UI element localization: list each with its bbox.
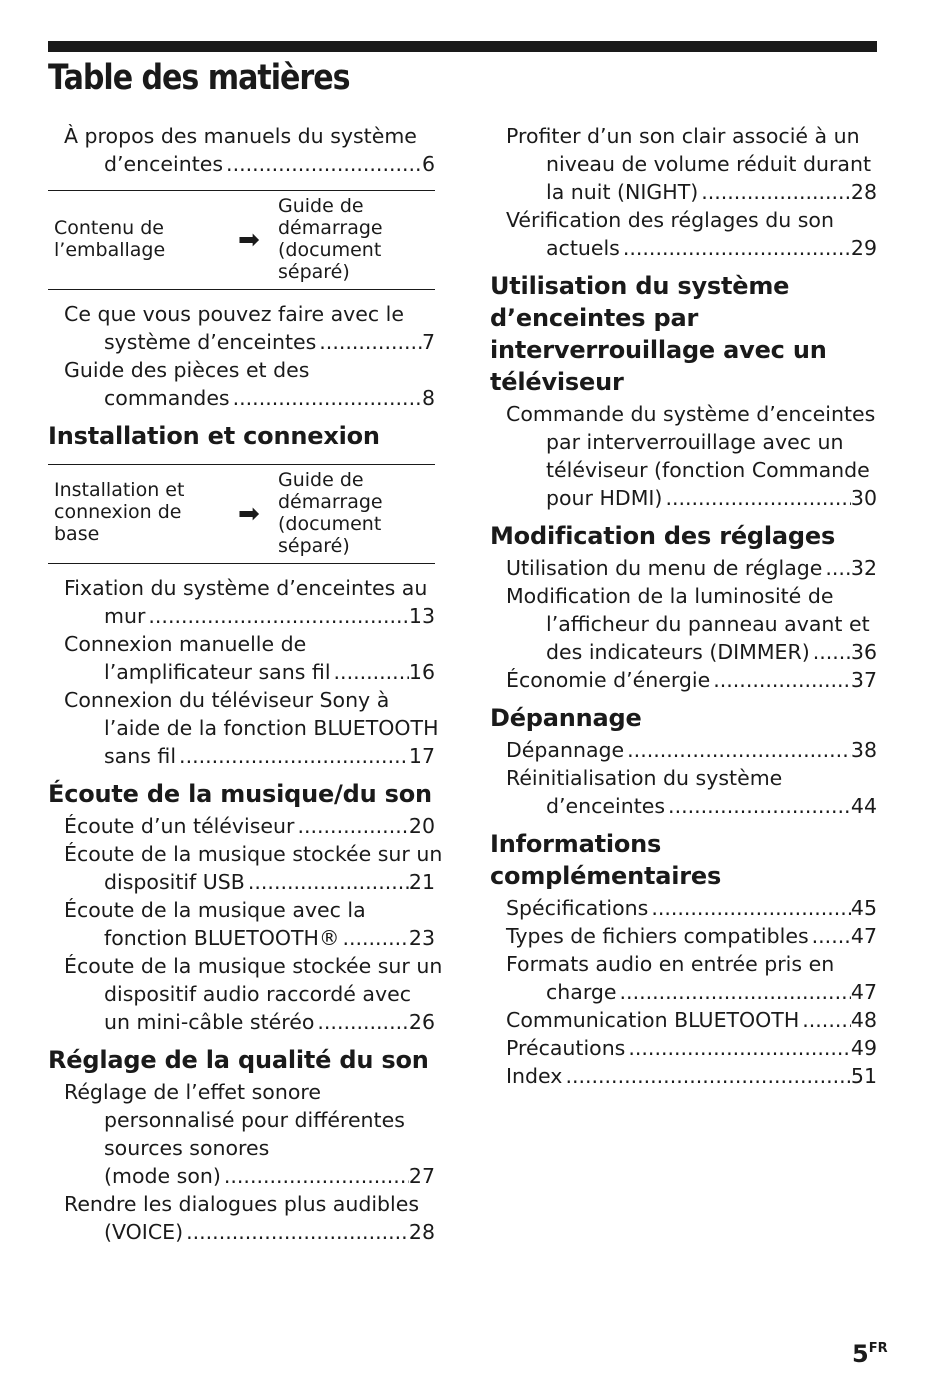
toc-page-number: 28 [408, 1220, 435, 1244]
dot-leader [339, 924, 408, 952]
toc-entry [506, 400, 877, 512]
toc-entry-text: Écoute de la musique stockée sur un [64, 954, 443, 978]
toc-entry-last-line [64, 1218, 435, 1246]
toc-entry-last-line [506, 1062, 877, 1090]
toc-entry-text: Fixation du système d’enceintes au [64, 576, 428, 600]
toc-entry [506, 206, 877, 262]
page-number: $5^{FR}$ [852, 1340, 888, 1368]
section-heading-music: Écoute de la musique/du son [48, 780, 432, 808]
toc-entry-last-line [506, 484, 877, 512]
reference-box-label-line: Installation et [54, 479, 185, 501]
reference-box-target-line: séparé) [278, 535, 350, 557]
toc-entry [64, 574, 435, 630]
toc-entry-text: Formats audio en entrée pris en [506, 952, 835, 976]
toc-entry [64, 952, 443, 1036]
page-language-suffix: FR [868, 1341, 888, 1356]
toc-entry [506, 122, 877, 206]
section-heading-line: complémentaires [490, 862, 722, 890]
toc-entry-text: niveau de volume réduit durant [546, 152, 871, 176]
toc-entry [64, 1190, 435, 1246]
dot-leader [245, 868, 409, 896]
toc-entry-text: un mini-câble stéréo [104, 1010, 315, 1034]
toc-entry-last-line [64, 924, 435, 952]
toc-entry-text: Connexion manuelle de [64, 632, 307, 656]
toc-entry-text: Rendre les dialogues plus audibles [64, 1192, 420, 1216]
toc-entry [64, 300, 435, 356]
toc-page-number: 44 [850, 794, 877, 818]
toc-page-number: 6 [421, 152, 435, 176]
toc-entry-last-line [506, 1034, 877, 1062]
reference-box-target-line: (document [278, 239, 382, 261]
toc-page-number: 48 [850, 1008, 877, 1032]
toc-entry-text: fonction BLUETOOTH® [104, 926, 340, 950]
toc-page-number: 29 [850, 236, 877, 260]
toc-entry-text: des indicateurs (DIMMER) [546, 640, 810, 664]
toc-page-number: 45 [850, 896, 877, 920]
toc-page-number: 13 [408, 604, 435, 628]
toc-entry-text: par interverrouillage avec un [546, 430, 844, 454]
dot-leader [624, 736, 851, 764]
toc-entry [506, 1062, 877, 1090]
dot-leader [562, 1062, 850, 1090]
toc-entry-text: l’aide de la fonction BLUETOOTH [104, 716, 439, 740]
reference-box-label-line: l’emballage [54, 239, 166, 261]
toc-page-number: 23 [408, 926, 435, 950]
toc-entry-last-line [64, 384, 435, 412]
toc-entry-text: téléviseur (fonction Commande [546, 458, 870, 482]
toc-page-number: 26 [408, 1010, 435, 1034]
toc-entry-text: système d’enceintes [104, 330, 317, 354]
toc-entry-text: Dépannage [506, 738, 625, 762]
toc-entry-last-line [506, 554, 877, 582]
toc-entry-text: (VOICE) [104, 1220, 184, 1244]
dot-leader [648, 894, 851, 922]
section-heading-additional-info [490, 828, 877, 892]
toc-page-number: 28 [850, 180, 877, 204]
toc-page-number: 49 [850, 1036, 877, 1060]
toc-entry [506, 950, 877, 1006]
toc-entry-last-line [64, 742, 435, 770]
dot-leader [617, 978, 851, 1006]
toc-entry [64, 840, 443, 896]
toc-group [490, 894, 877, 1090]
toc-page-number: 8 [421, 386, 435, 410]
section-heading-line: d’enceintes par [490, 304, 699, 332]
toc-entry [64, 630, 435, 686]
toc-entry [506, 764, 877, 820]
toc-entry-last-line [506, 666, 877, 694]
toc-entry [506, 1034, 877, 1062]
toc-entry-text: Vérification des réglages du son [506, 208, 834, 232]
toc-entry-text: Types de fichiers compatibles [506, 924, 809, 948]
toc-entry-text: Écoute de la musique stockée sur un [64, 842, 443, 866]
dot-leader [810, 638, 851, 666]
toc-entry-text: l’amplificateur sans fil [104, 660, 331, 684]
toc-entry-last-line [506, 234, 877, 262]
toc-entry-last-line [506, 792, 877, 820]
reference-box-target-line: séparé) [278, 261, 350, 283]
toc-entry-text: Réinitialisation du système [506, 766, 783, 790]
section-heading-line: Utilisation du système [490, 272, 790, 300]
section-heading-line: Informations [490, 830, 662, 858]
toc-entry-text: Connexion du téléviseur Sony à [64, 688, 390, 712]
section-heading-installation: Installation et connexion [48, 422, 380, 450]
toc-entry-text: Index [506, 1064, 563, 1088]
toc-entry-text: sans fil [104, 744, 177, 768]
dot-leader [662, 484, 850, 512]
reference-box-target-line: Guide de [278, 195, 364, 217]
toc-page-number: 30 [850, 486, 877, 510]
toc-entry-text: Guide des pièces et des [64, 358, 310, 382]
toc-entry-text: la nuit (NIGHT) [546, 180, 699, 204]
toc-entry-last-line [64, 658, 435, 686]
toc-entry-text: dispositif USB [104, 870, 245, 894]
toc-entry-last-line [506, 978, 877, 1006]
toc-entry-text: Profiter d’un son clair associé à un [506, 124, 860, 148]
toc-entry-text: Communication BLUETOOTH [506, 1008, 800, 1032]
toc-entry [506, 582, 877, 666]
toc-entry-last-line [64, 602, 435, 630]
toc-page-number: 47 [850, 924, 877, 948]
toc-entry-text: À propos des manuels du système [64, 124, 417, 148]
reference-box-label-line: Contenu de [54, 217, 164, 239]
toc-page-number: 20 [408, 814, 435, 838]
toc-entry-text: Précautions [506, 1036, 626, 1060]
section-heading-tv-interlock [490, 270, 877, 398]
section-heading-line: téléviseur [490, 368, 624, 396]
toc-entry-last-line [506, 1006, 877, 1034]
toc-entry-text: l’afficheur du panneau avant et [546, 612, 870, 636]
toc-page-number: 47 [850, 980, 877, 1004]
right-arrow-icon: ➡ [238, 225, 260, 255]
reference-box [48, 464, 435, 564]
dot-leader [698, 178, 851, 206]
reference-box-label [54, 479, 184, 545]
toc-entry-last-line [506, 922, 877, 950]
toc-entry [506, 922, 877, 950]
toc-entry [64, 356, 435, 412]
dot-leader [316, 328, 422, 356]
dot-leader [625, 1034, 851, 1062]
dot-leader [809, 922, 851, 950]
toc-group [48, 300, 435, 412]
toc-entry-last-line [64, 868, 435, 896]
toc-entry-last-line [64, 1008, 435, 1036]
toc-page-number: 37 [850, 668, 877, 692]
dot-leader [230, 384, 422, 412]
toc-group [48, 122, 435, 178]
toc-entry [64, 1078, 435, 1190]
toc-entry [64, 812, 435, 840]
right-column [490, 122, 877, 1090]
dot-leader [822, 554, 851, 582]
reference-box [48, 190, 435, 290]
dot-leader [223, 150, 422, 178]
toc-page-number: 36 [850, 640, 877, 664]
toc-entry-last-line [506, 638, 877, 666]
toc-entry-text: Modification de la luminosité de [506, 584, 834, 608]
toc-entry [64, 686, 439, 770]
top-rule [48, 41, 877, 52]
toc-entry-text: commandes [104, 386, 230, 410]
reference-box-target-line: démarrage [278, 491, 383, 513]
dot-leader [620, 234, 851, 262]
toc-entry [506, 666, 877, 694]
toc-group [490, 736, 877, 820]
toc-page-number: 38 [850, 738, 877, 762]
dot-leader [294, 812, 408, 840]
toc-entry [506, 554, 877, 582]
reference-box-label-line: connexion de [54, 501, 182, 523]
toc-entry-text: actuels [546, 236, 620, 260]
toc-entry-last-line [506, 178, 877, 206]
toc-page-number: 17 [408, 744, 435, 768]
toc-entry-text: personnalisé pour différentes [104, 1108, 405, 1132]
toc-entry-text: charge [546, 980, 617, 1004]
toc-entry-text: d’enceintes [546, 794, 666, 818]
toc-entry-text: mur [104, 604, 146, 628]
toc-entry-text: dispositif audio raccordé avec [104, 982, 411, 1006]
toc-group [48, 812, 443, 1036]
dot-leader [314, 1008, 409, 1036]
dot-leader [183, 1218, 409, 1246]
dot-leader [176, 742, 409, 770]
toc-entry-text: Spécifications [506, 896, 649, 920]
right-arrow-icon: ➡ [238, 499, 260, 529]
toc-page-number: 51 [850, 1064, 877, 1088]
toc-group [490, 400, 877, 512]
reference-box-target [278, 469, 383, 557]
toc-entry-text: Économie d’énergie [506, 668, 711, 692]
reference-box-label-line: base [54, 523, 100, 545]
toc-entry [506, 736, 877, 764]
toc-page-number: 7 [421, 330, 435, 354]
section-heading-sound-quality: Réglage de la qualité du son [48, 1046, 429, 1074]
toc-entry-text: Utilisation du menu de réglage [506, 556, 823, 580]
toc-group [48, 1078, 435, 1246]
page-title: Table des matières [48, 58, 350, 98]
toc-entry-last-line [64, 1162, 435, 1190]
toc-entry-text: pour HDMI) [546, 486, 663, 510]
toc-group [490, 554, 877, 694]
dot-leader [710, 666, 851, 694]
dot-leader [331, 658, 409, 686]
toc-entry-last-line [506, 894, 877, 922]
section-heading-troubleshooting: Dépannage [490, 704, 642, 732]
toc-entry-text: Commande du système d’enceintes [506, 402, 876, 426]
toc-entry-last-line [64, 328, 435, 356]
dot-leader [145, 602, 409, 630]
reference-box-target-line: (document [278, 513, 382, 535]
toc-group [490, 122, 877, 262]
section-heading-line: interverrouillage avec un [490, 336, 827, 364]
toc-entry-last-line [64, 150, 435, 178]
section-heading-settings: Modification des réglages [490, 522, 836, 550]
toc-page-number: 32 [850, 556, 877, 580]
toc-page-number: 27 [408, 1164, 435, 1188]
dot-leader [221, 1162, 409, 1190]
toc-page-number: 21 [408, 870, 435, 894]
reference-box-label [54, 217, 165, 261]
toc-entry-text: sources sonores [104, 1136, 270, 1160]
reference-box-target-line: démarrage [278, 217, 383, 239]
toc-page-number: 16 [408, 660, 435, 684]
dot-leader [799, 1006, 851, 1034]
toc-entry-text: Écoute de la musique avec la [64, 898, 366, 922]
toc-entry-text: Ce que vous pouvez faire avec le [64, 302, 404, 326]
toc-entry [506, 1006, 877, 1034]
reference-box-target [278, 195, 383, 283]
left-column [48, 122, 443, 1246]
toc-entry-text: (mode son) [104, 1164, 221, 1188]
toc-entry-last-line [506, 736, 877, 764]
dot-leader [665, 792, 851, 820]
reference-box-target-line: Guide de [278, 469, 364, 491]
toc-entry [64, 122, 435, 178]
toc-entry-text: Réglage de l’effet sonore [64, 1080, 321, 1104]
toc-entry-text: d’enceintes [104, 152, 224, 176]
toc-group [48, 574, 439, 770]
toc-entry [64, 896, 435, 952]
toc-entry-last-line [64, 812, 435, 840]
toc-entry-text: Écoute d’un téléviseur [64, 814, 295, 838]
toc-entry [506, 894, 877, 922]
